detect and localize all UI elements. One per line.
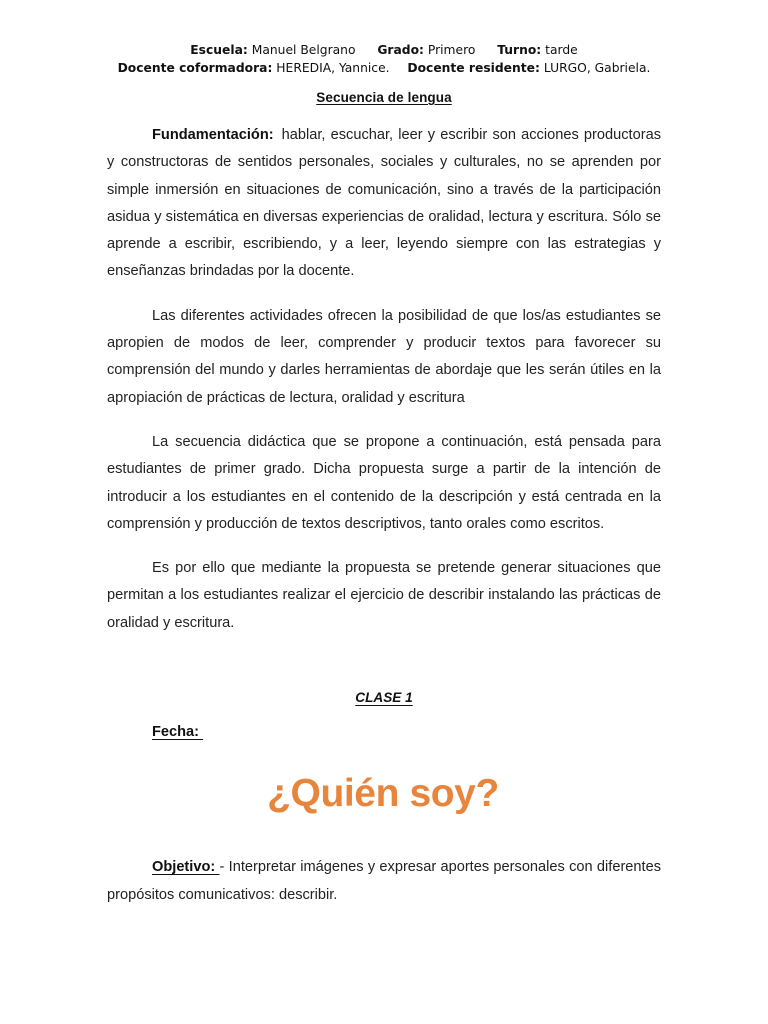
grade-value: Primero bbox=[427, 43, 476, 57]
coformer-value: HEREDIA, Yannice. bbox=[276, 61, 390, 75]
paragraph-actividades-text: Las diferentes actividades ofrecen la posibilidad de que los/as estudiantes se apropien de modos de leer, comprender y producir textos para favorecer su comprensión del mundo y darles herramientas de abordaje que les serán útiles en la apropiación de prácticas de lectura, oralidad y escritura bbox=[107, 307, 661, 406]
objetivo-label: Objetivo: bbox=[152, 859, 220, 876]
paragraph-secuencia-text: La secuencia didáctica que se propone a continuación, está pensada para estudiantes de primer grado. Dicha propuesta surge a partir de la intención de introducir a los estudiantes en el contenido de la descripción y está centrada en la comprensión y producción de textos descriptivos, tanto orales como escritos. bbox=[107, 433, 661, 532]
resident-value: LURGO, Gabriela. bbox=[543, 61, 651, 75]
grade-label: Grado: bbox=[377, 43, 424, 57]
header-line-school bbox=[107, 41, 661, 59]
school-value: Manuel Belgrano bbox=[251, 43, 356, 57]
fundamentacion-label: Fundamentación: bbox=[152, 127, 274, 143]
school-label: Escuela: bbox=[190, 43, 248, 57]
paragraph-objetivo bbox=[107, 854, 661, 909]
page-title bbox=[107, 90, 661, 105]
resident-label: Docente residente: bbox=[407, 61, 540, 75]
clase-heading-text: CLASE 1 bbox=[355, 690, 413, 706]
paragraph-fundamentacion bbox=[107, 122, 661, 286]
document-header bbox=[107, 41, 661, 77]
shift-value: tarde bbox=[545, 43, 578, 57]
fecha-field bbox=[107, 719, 661, 746]
clase-big-title-text: ¿Quién soy? bbox=[267, 772, 499, 816]
coformer-label: Docente coformadora: bbox=[117, 61, 273, 75]
paragraph-proposito-text: Es por ello que mediante la propuesta se pretende generar situaciones que permitan a los estudiantes realizar el ejercicio de describir instalando las prácticas de oralidad y escritura. bbox=[107, 560, 661, 631]
page-title-text: Secuencia de lengua bbox=[316, 90, 452, 105]
fecha-label: Fecha: bbox=[152, 724, 204, 741]
clase-heading bbox=[107, 690, 661, 705]
fundamentacion-body: hablar, escuchar, leer y escribir son acciones productoras y constructoras de sentidos personales, sociales y culturales, no se aprenden por simple inmersión en situaciones de comunicación, sino a través de la participación asidua y sistemática en diversas experiencias de oralidad, lectura y escritura. Sólo se aprende a escribir, escribiendo, y a leer, leyendo siempre con las estrategias y enseñanzas brindadas por la docente. bbox=[107, 127, 661, 280]
objetivo-body: - Interpretar imágenes y expresar aportes personales con diferentes propósitos comunicativos: describir. bbox=[107, 859, 662, 903]
paragraph-proposito bbox=[107, 555, 661, 637]
shift-label: Turno: bbox=[497, 43, 542, 57]
paragraph-actividades bbox=[107, 303, 661, 412]
document-content-column bbox=[107, 0, 661, 909]
paragraph-secuencia bbox=[107, 429, 661, 538]
clase-big-title bbox=[107, 771, 661, 817]
header-line-teachers bbox=[107, 59, 661, 77]
